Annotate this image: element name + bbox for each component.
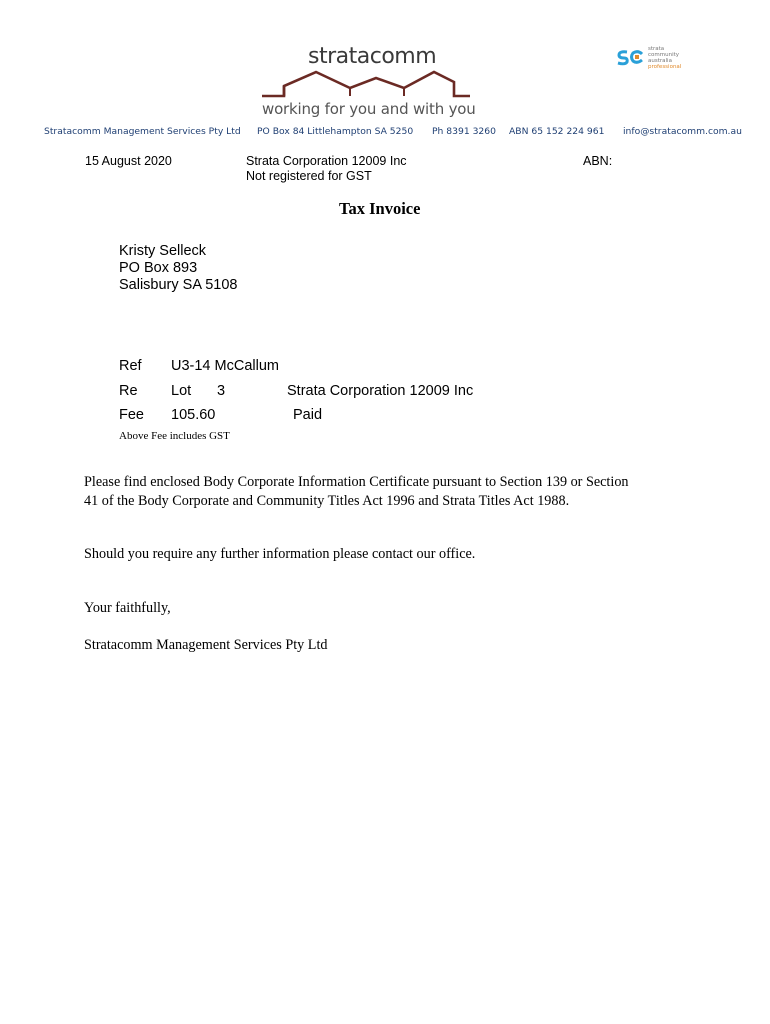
- contact-company: Stratacomm Management Services Pty Ltd: [44, 126, 241, 137]
- fee-label: Fee: [119, 407, 144, 423]
- document-title: Tax Invoice: [339, 199, 421, 218]
- re-corporation: Strata Corporation 12009 Inc: [287, 383, 474, 399]
- sca-line: strata: [648, 46, 665, 52]
- gst-note: Above Fee includes GST: [119, 430, 230, 442]
- sca-line: professional: [648, 64, 682, 70]
- body-paragraph-1: Please find enclosed Body Corporate Information Certificate pursuant to Section 139 or Section 41 of the Body Corporate and Community Titles Act 1996 and Strata Titles Act 1988.: [84, 474, 629, 509]
- body-paragraph-2: Should you require any further information please contact our office.: [84, 546, 476, 562]
- roofline-logo-icon: [258, 66, 474, 100]
- contact-email: info@stratacomm.com.au: [623, 126, 742, 137]
- re-label: Re: [119, 383, 138, 399]
- closing: Your faithfully,: [84, 600, 171, 616]
- fee-amount: 105.60: [171, 407, 216, 423]
- sca-logo: [616, 46, 696, 70]
- invoice-date: 15 August 2020: [85, 154, 172, 168]
- sca-mark-icon: [616, 48, 646, 66]
- letterhead: [0, 0, 770, 150]
- contact-abn: ABN 65 152 224 961: [509, 126, 605, 137]
- fee-status: Paid: [293, 407, 323, 423]
- recipient-address: [119, 243, 238, 294]
- contact-phone: Ph 8391 3260: [432, 126, 496, 137]
- recipient-address-line1: PO Box 893: [119, 260, 198, 276]
- signature-company: Stratacomm Management Services Pty Ltd: [84, 637, 328, 653]
- recipient-name: Kristy Selleck: [119, 243, 207, 259]
- gst-status: Not registered for GST: [246, 169, 372, 183]
- tagline: working for you and with you: [262, 100, 476, 118]
- abn-label: ABN:: [583, 154, 613, 168]
- contact-address: PO Box 84 Littlehampton SA 5250: [257, 126, 414, 137]
- sca-line: community: [648, 52, 680, 58]
- ref-label: Ref: [119, 358, 142, 374]
- company-logo-text: stratacomm: [308, 44, 437, 69]
- ref-value: U3-14 McCallum: [171, 358, 279, 374]
- corporation-name: Strata Corporation 12009 Inc: [246, 154, 407, 168]
- sca-line: australia: [648, 58, 672, 64]
- lot-number: 3: [217, 383, 226, 399]
- recipient-address-line2: Salisbury SA 5108: [119, 277, 238, 293]
- lot-label: Lot: [171, 383, 192, 399]
- sca-logo-text: [648, 46, 681, 70]
- contact-line: [44, 126, 241, 137]
